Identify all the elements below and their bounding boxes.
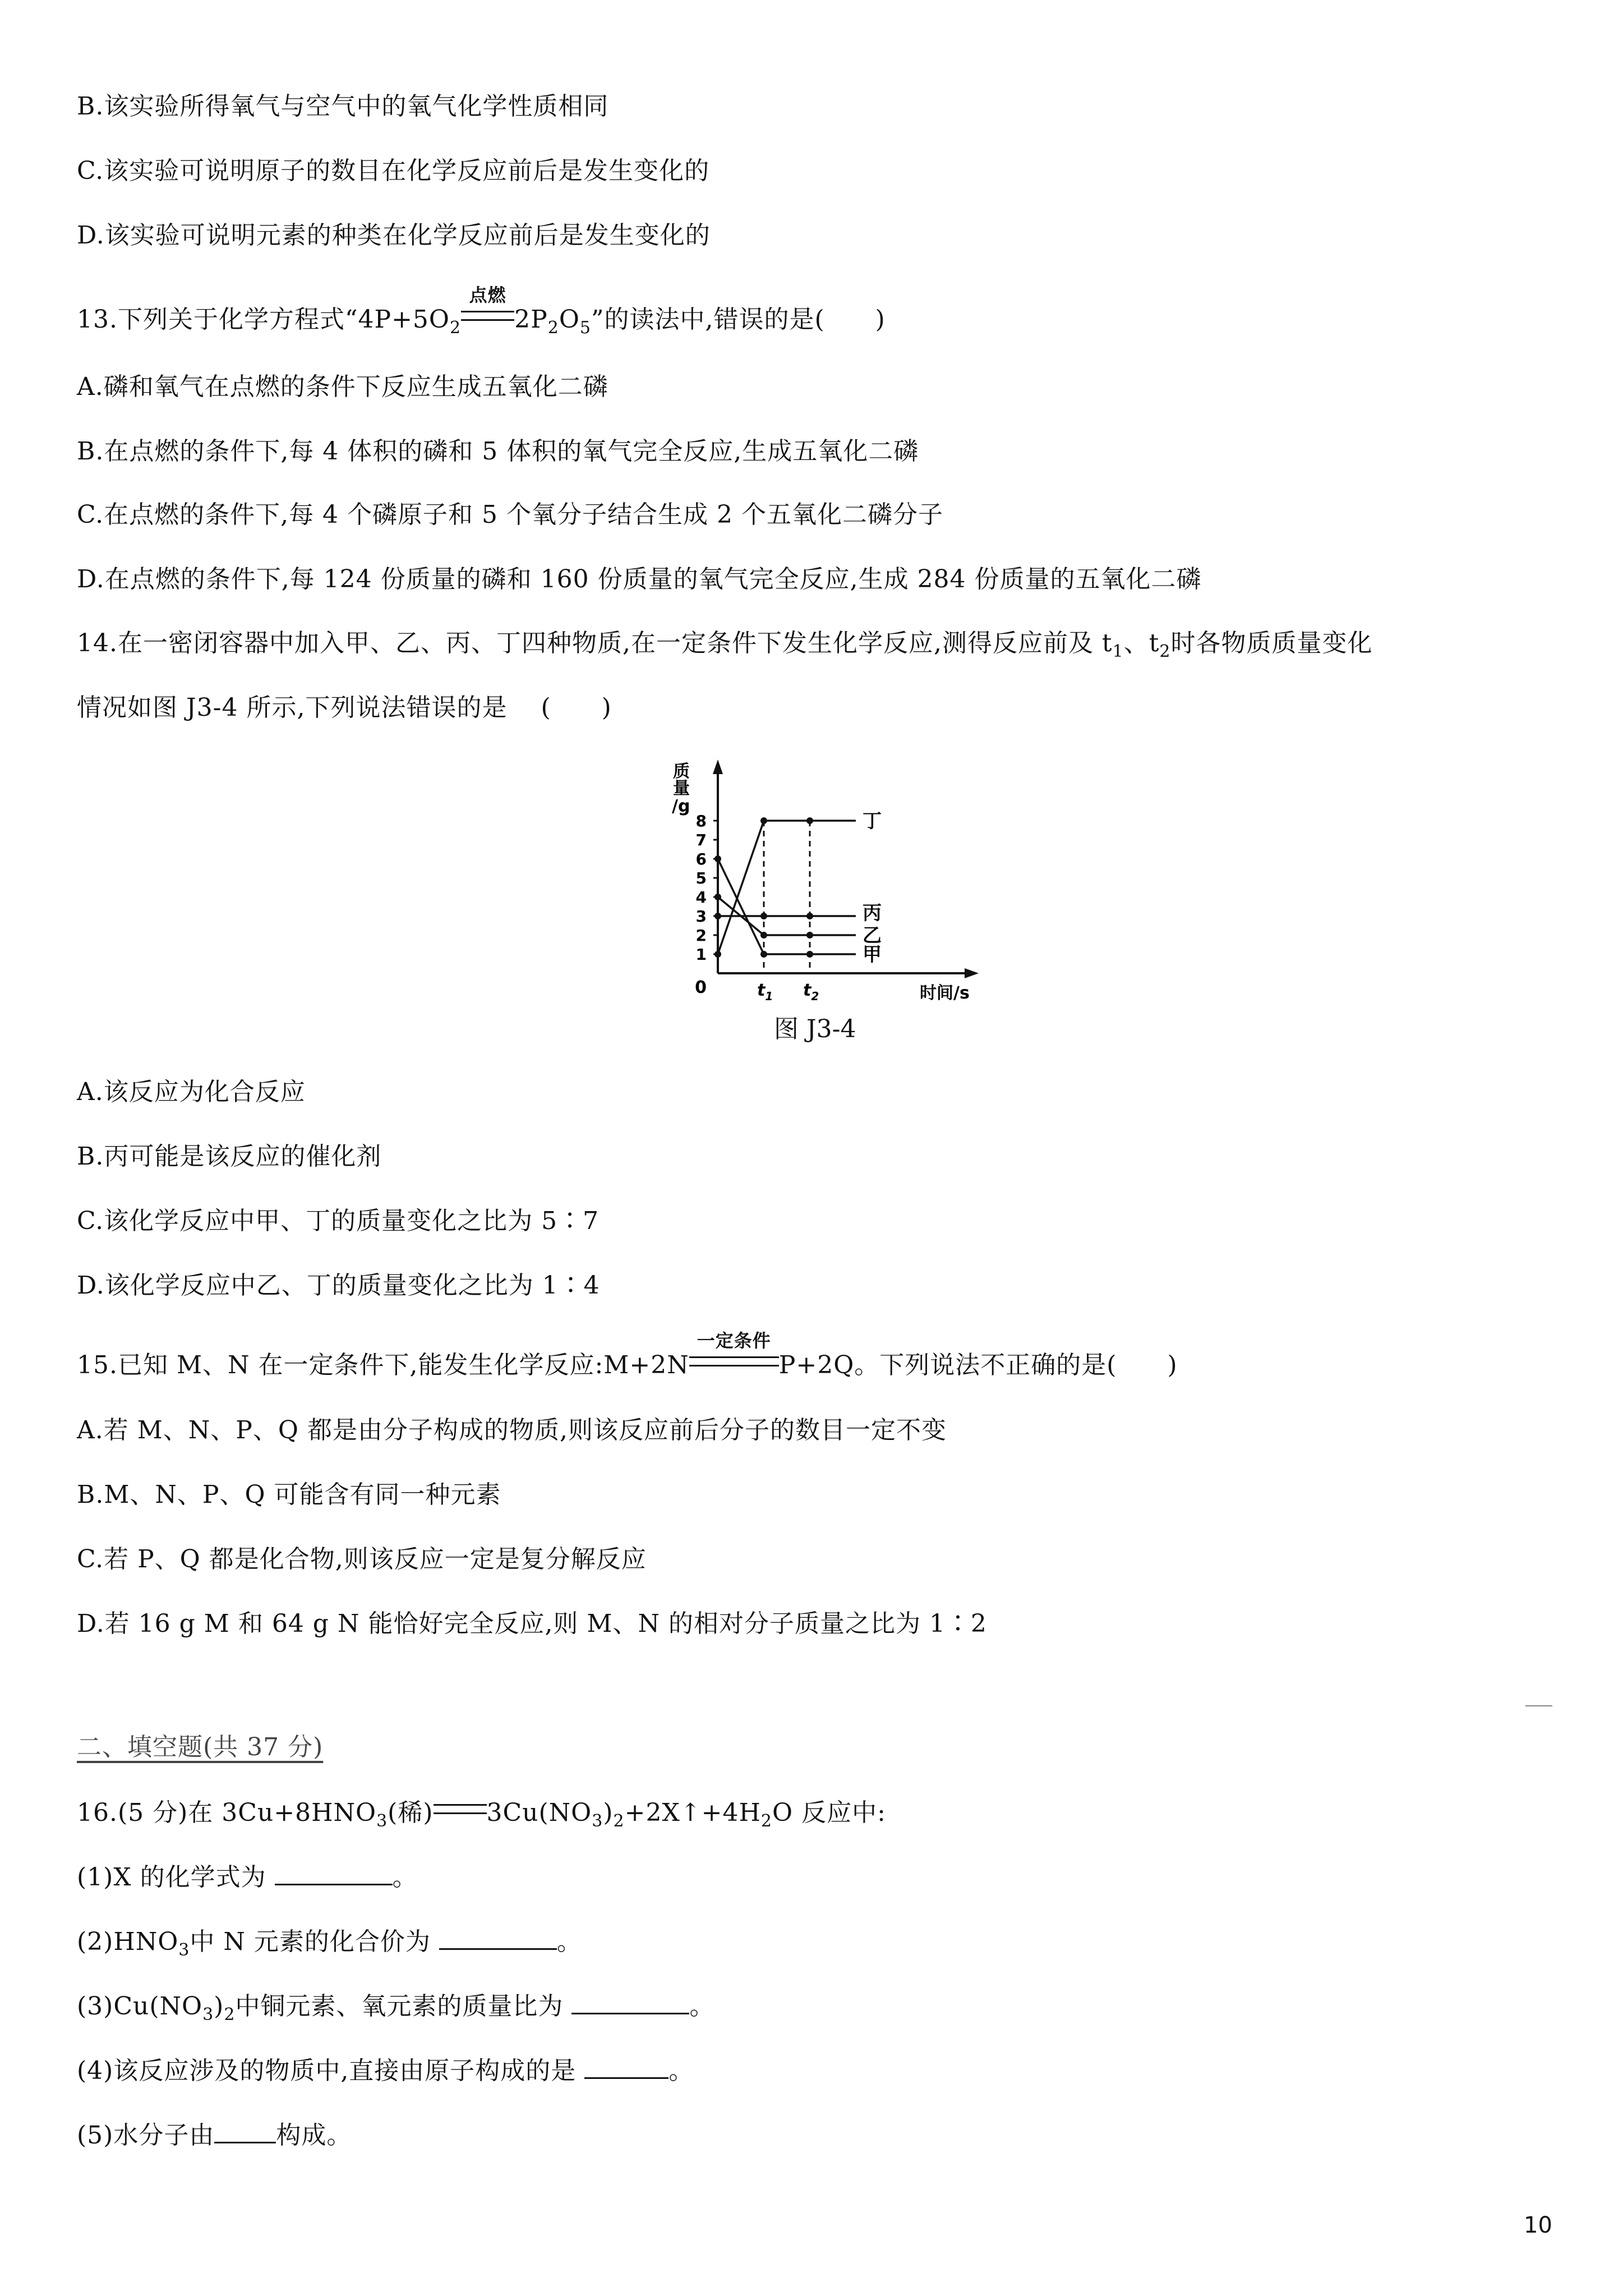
data-point [806, 913, 813, 919]
answer-blank[interactable] [571, 1990, 689, 2014]
answer-blank[interactable] [439, 1926, 557, 1950]
data-point [714, 951, 721, 958]
q15-option-a: A.若 M、N、P、Q 都是由分子构成的物质,则该反应前后分子的数目一定不变 [77, 1416, 947, 1444]
data-point [714, 894, 721, 900]
data-point [760, 817, 767, 824]
reaction-sign [434, 1796, 487, 1830]
question-15-stem: 15.已知 M、N 在一定条件下,能发生化学反应:M+2N 一定条件 P+2Q。下列说法不正确的是( ) [77, 1349, 1178, 1382]
figure-caption: 图 J3-4 [774, 1015, 856, 1043]
answer-blank[interactable] [214, 2119, 276, 2143]
series-label: 甲 [863, 944, 882, 966]
q16-part-4: (4)该反应涉及的物质中,直接由原子构成的是 。 [77, 2054, 694, 2088]
q14-option-a: A.该反应为化合反应 [77, 1078, 306, 1106]
data-point [806, 951, 813, 958]
answer-blank[interactable] [275, 1861, 393, 1885]
y-tick-label: 8 [695, 812, 707, 830]
q14-option-d: D.该化学反应中乙、丁的质量变化之比为 1∶4 [77, 1271, 600, 1300]
data-point [714, 855, 721, 862]
q16-part-1: (1)X 的化学式为 。 [77, 1861, 418, 1894]
q15-option-c: C.若 P、Q 都是化合物,则该反应一定是复分解反应 [77, 1545, 647, 1573]
data-point [760, 932, 767, 938]
q16-part-3: $(3)Cu(NO_3)_2$中铜元素、氧元素的质量比为 。 [77, 1990, 714, 2023]
x-tick-label: $t_1$ [757, 981, 773, 1003]
x-tick-label: $t_2$ [803, 981, 819, 1003]
data-point [806, 932, 813, 938]
y-tick-label: 3 [695, 907, 707, 926]
data-point [760, 951, 767, 958]
y-tick-label: 1 [695, 945, 707, 964]
question-13-stem: 13.下列关于化学方程式“$4P+5O_2$ 点燃 $2P_2O_5$”的读法中,错误的是( ) [77, 284, 886, 338]
series-label: 丁 [863, 810, 882, 832]
y-axis-label-1: 质 [673, 762, 690, 781]
data-point [714, 913, 721, 919]
x-axis-label: 时间/s [920, 983, 970, 1003]
q13-option-b: B.在点燃的条件下,每 4 体积的磷和 5 体积的氧气完全反应,生成五氧化二磷 [77, 437, 919, 466]
series-line [718, 859, 856, 954]
y-tick-label: 5 [695, 869, 707, 887]
page-number: 10 [1524, 2212, 1552, 2238]
x-axis-arrow [965, 968, 979, 978]
y-axis-arrow [713, 760, 723, 774]
y-tick-label: 4 [695, 888, 707, 907]
chart-axes [672, 760, 979, 1003]
y-axis-label-2: 量 [673, 779, 690, 798]
q12-option-b: B.该实验所得氧气与空气中的氧气化学性质相同 [77, 92, 609, 121]
section-2-title: 二、填空题(共 37 分) [77, 1733, 324, 1761]
data-point [806, 817, 813, 824]
divider-mark [1525, 1705, 1552, 1706]
q13-option-d: D.在点燃的条件下,每 124 份质量的磷和 160 份质量的氧气完全反应,生成 284 份质量的五氧化二磷 [77, 565, 1202, 593]
data-point [760, 913, 767, 919]
origin-label: 0 [695, 978, 707, 997]
answer-blank[interactable] [584, 2055, 668, 2079]
q13-option-a: A.磷和氧气在点燃的条件下反应生成五氧化二磷 [77, 372, 608, 401]
reaction-condition: 一定条件 [689, 1349, 779, 1382]
question-14-stem-line1: 14.在一密闭容器中加入甲、乙、丙、丁四种物质,在一定条件下发生化学反应,测得反应前及 $t_1$、$t_2$时各物质质量变化 [77, 629, 1373, 661]
q14-option-b: B.丙可能是该反应的催化剂 [77, 1142, 382, 1171]
series-label: 乙 [863, 924, 882, 947]
question-14-stem-line2: 情况如图 J3-4 所示,下列说法错误的是 ( ) [77, 693, 612, 722]
q12-option-c: C.该实验可说明原子的数目在化学反应前后是发生变化的 [77, 157, 710, 185]
reaction-condition: 点燃 [461, 303, 514, 337]
y-tick-label: 2 [695, 926, 707, 945]
y-axis-label-3: /g [672, 797, 690, 816]
series-label: 丙 [863, 902, 882, 924]
q16-part-2: $(2)HNO_3$中 N 元素的化合价为 。 [77, 1925, 582, 1959]
q16-part-5: (5)水分子由 构成。 [77, 2119, 352, 2152]
q13-option-c: C.在点燃的条件下,每 4 个磷原子和 5 个氧分子结合生成 2 个五氧化二磷分子 [77, 500, 943, 529]
q15-option-d: D.若 16 g M 和 64 g N 能恰好完全反应,则 M、N 的相对分子质量之比为 1∶2 [77, 1609, 987, 1638]
q15-option-b: B.M、N、P、Q 可能含有同一种元素 [77, 1480, 501, 1509]
y-tick-label: 7 [695, 831, 707, 849]
q12-option-d: D.该实验可说明元素的种类在化学反应前后是发生变化的 [77, 221, 711, 250]
q14-option-c: C.该化学反应中甲、丁的质量变化之比为 5∶7 [77, 1207, 600, 1235]
y-tick-label: 6 [695, 850, 707, 868]
question-16-stem: 16.(5 分)在 $3Cu+8HNO_3$(稀) $3Cu(NO_3)_2+2X↑+4H_2O$ 反应中: [77, 1796, 886, 1830]
mass-time-chart [651, 752, 987, 1003]
